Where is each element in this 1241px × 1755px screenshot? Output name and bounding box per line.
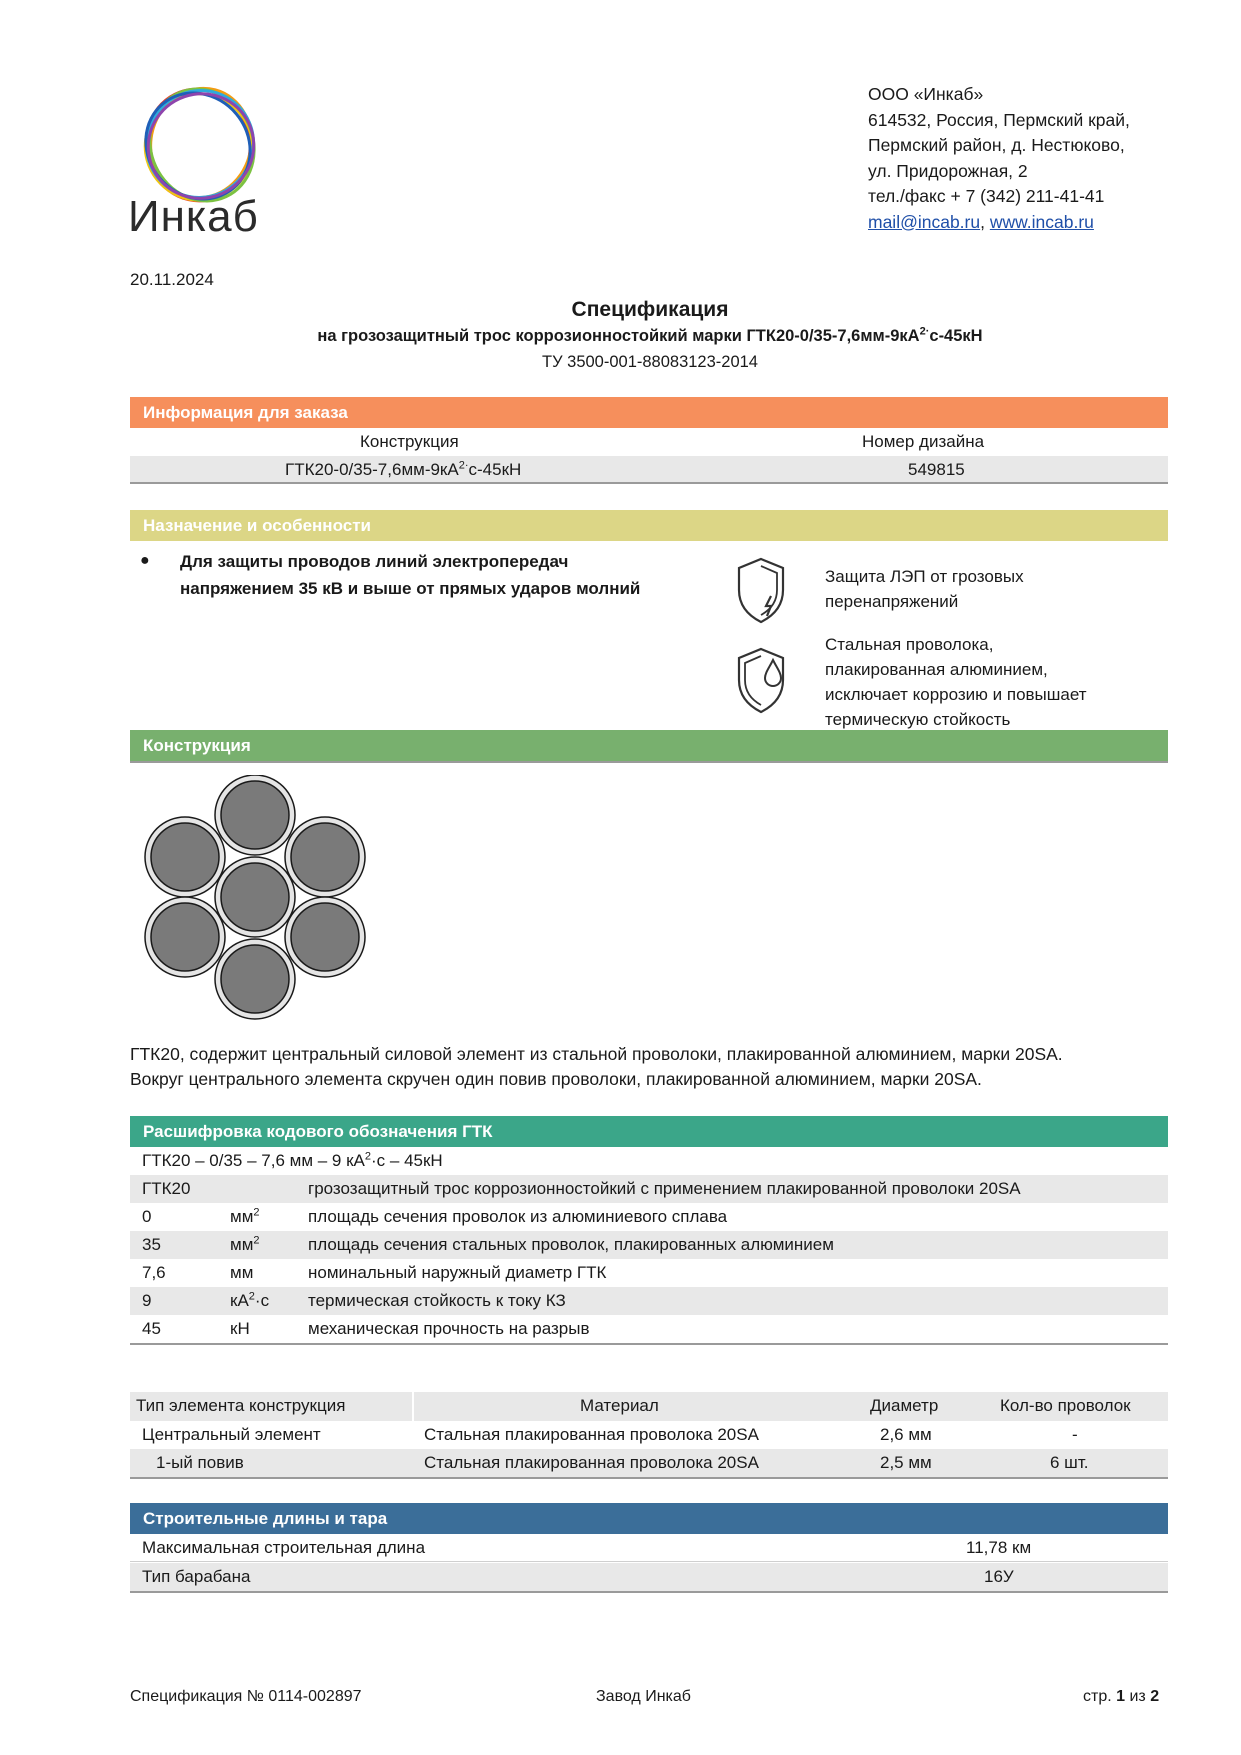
text: ГТК20 – 0/35 – 7,6 мм – 9 кА [142, 1151, 365, 1170]
purpose-bullet [180, 548, 640, 602]
elements-header-row [130, 1392, 1168, 1421]
shield-lightning-icon [733, 556, 789, 624]
logo-text: Инкаб [128, 192, 259, 241]
construction-value [285, 456, 521, 484]
design-number-value: 549815 [908, 460, 965, 479]
superscript: 2 [248, 1290, 255, 1303]
superscript: 2 [253, 1234, 260, 1247]
code-value: 7,6 [142, 1263, 166, 1282]
description-line: Вокруг центрального элемента скручен один повив проволоки, плакированной алюминием, марки 20SA. [130, 1069, 982, 1089]
elements-row [130, 1449, 1168, 1479]
company-name: ООО «Инкаб» [868, 84, 984, 104]
code-description: грозозащитный трос коррозионностойкий с применением плакированной проволоки 20SA [308, 1179, 1021, 1198]
bullet-line: напряжением 35 кВ и выше от прямых ударов молний [180, 579, 641, 598]
element-diameter: 2,6 мм [880, 1425, 932, 1444]
cable-cross-section-diagram [135, 775, 375, 1035]
superscript: 2· [919, 325, 930, 338]
code-description: площадь сечения стальных проволок, плакированных алюминием [308, 1235, 834, 1254]
section-purpose: Назначение и особенности [130, 510, 1168, 541]
section-lengths: Строительные длины и тара [130, 1503, 1168, 1534]
feature-text [825, 564, 1024, 614]
text: ·с – 45кН [371, 1151, 443, 1170]
shield-drop-icon [733, 646, 789, 714]
description-line: ГТК20, содержит центральный силовой элемент из стальной проволоки, плакированной алюминием, марки 20SA. [130, 1044, 1063, 1064]
code-row [130, 1287, 1168, 1315]
footer-page-number [1083, 1688, 1159, 1706]
code-description: термическая стойкость к току КЗ [308, 1291, 566, 1310]
lengths-row [130, 1534, 1168, 1562]
subtitle-text: с-45кН [929, 327, 983, 345]
col-element-type: Тип элемента конструкция [136, 1392, 411, 1420]
total-pages: 2 [1150, 1688, 1160, 1705]
col-design-number: Номер дизайна [862, 432, 985, 451]
col-wire-count: Кол-во проволок [1000, 1396, 1131, 1415]
construction-description [130, 1042, 1063, 1092]
text: ГТК20-0/35-7,6мм-9кА [285, 460, 459, 479]
col-construction: Конструкция [360, 432, 459, 451]
element-material: Стальная плакированная проволока 20SA [424, 1453, 759, 1472]
phone: тел./факс + 7 (342) 211-41-41 [868, 186, 1105, 206]
element-wire-count: - [1072, 1425, 1078, 1444]
code-row [130, 1203, 1168, 1231]
code-formula [142, 1147, 443, 1175]
address-line: 614532, Россия, Пермский край, [868, 109, 1130, 130]
section-code-decoding: Расшифровка кодового обозначения ГТК [130, 1116, 1168, 1147]
subtitle-text: на грозозащитный трос коррозионностойкий марки ГТК20-0/35-7,6мм-9кА [317, 327, 920, 345]
length-value: 16У [984, 1567, 1014, 1586]
divider [412, 1392, 414, 1421]
code-value: ГТК20 [142, 1179, 191, 1198]
code-unit [230, 1203, 260, 1231]
code-value: 45 [142, 1319, 161, 1338]
code-row [130, 1231, 1168, 1259]
element-material: Стальная плакированная проволока 20SA [424, 1425, 759, 1444]
bullet-line: Для защиты проводов линий электропередач [180, 552, 569, 571]
feature-line: Защита ЛЭП от грозовых [825, 567, 1024, 586]
footer-plant: Завод Инкаб [596, 1688, 691, 1705]
separator: , [980, 211, 990, 232]
technical-spec-code: ТУ 3500-001-88083123-2014 [542, 353, 758, 371]
elements-row [130, 1421, 1168, 1449]
text: кА [230, 1291, 249, 1310]
feature-line: исключает коррозию и повышает [825, 685, 1087, 704]
feature-line: Стальная проволока, [825, 635, 994, 654]
footer-spec-number: Спецификация № 0114-002897 [130, 1688, 362, 1705]
bullet-icon: ● [140, 552, 150, 569]
element-type: 1-ый повив [156, 1453, 244, 1472]
document-title: Спецификация [571, 298, 729, 321]
contacts [868, 210, 1130, 236]
order-info-row [130, 456, 1168, 484]
element-wire-count: 6 шт. [1050, 1453, 1089, 1472]
code-row [130, 1259, 1168, 1287]
code-value: 35 [142, 1235, 161, 1254]
code-value: 0 [142, 1207, 152, 1226]
element-type: Центральный элемент [142, 1425, 321, 1444]
feature-text [825, 632, 1087, 732]
code-row [130, 1315, 1168, 1345]
section-construction: Конструкция [130, 730, 1168, 761]
code-row [130, 1175, 1168, 1203]
code-unit: кН [230, 1319, 250, 1338]
feature-line: перенапряжений [825, 592, 959, 611]
code-unit [230, 1287, 269, 1315]
code-description: номинальный наружный диаметр ГТК [308, 1263, 607, 1282]
section-order-info: Информация для заказа [130, 397, 1168, 428]
text: мм [230, 1235, 254, 1254]
divider [130, 761, 1168, 763]
document-date: 20.11.2024 [130, 270, 214, 289]
length-value: 11,78 км [966, 1538, 1032, 1557]
superscript: 2 [364, 1150, 372, 1163]
col-material: Материал [580, 1396, 659, 1415]
address-line: Пермский район, д. Нестюково, [868, 135, 1125, 155]
length-label: Тип барабана [142, 1567, 251, 1586]
text: с-45кН [468, 460, 522, 479]
order-info-header-row [130, 428, 1168, 456]
company-address [868, 82, 1130, 235]
code-description: площадь сечения проволок из алюминиевого сплава [308, 1207, 728, 1226]
code-unit [230, 1231, 260, 1259]
feature-line: термическую стойкость [825, 710, 1011, 729]
text: ·с [254, 1291, 270, 1310]
address-line: ул. Придорожная, 2 [868, 160, 1028, 181]
length-label: Максимальная строительная длина [142, 1538, 426, 1557]
website-link[interactable]: www.incab.ru [989, 211, 1094, 232]
superscript: 2 [253, 1206, 260, 1219]
current-page: 1 [1116, 1688, 1126, 1705]
document-subtitle [0, 327, 1241, 346]
text: из [1125, 1688, 1151, 1705]
col-diameter: Диаметр [870, 1396, 939, 1415]
code-formula-row [130, 1147, 1168, 1175]
feature-line: плакированная алюминием, [825, 660, 1048, 679]
text: стр. [1083, 1688, 1117, 1705]
text: мм [230, 1207, 254, 1226]
superscript: 2· [458, 459, 469, 472]
code-value: 9 [142, 1291, 152, 1310]
email-link[interactable]: mail@incab.ru [868, 211, 981, 232]
code-unit: мм [230, 1263, 254, 1282]
lengths-row [130, 1563, 1168, 1593]
code-description: механическая прочность на разрыв [308, 1319, 590, 1338]
element-diameter: 2,5 мм [880, 1453, 932, 1472]
